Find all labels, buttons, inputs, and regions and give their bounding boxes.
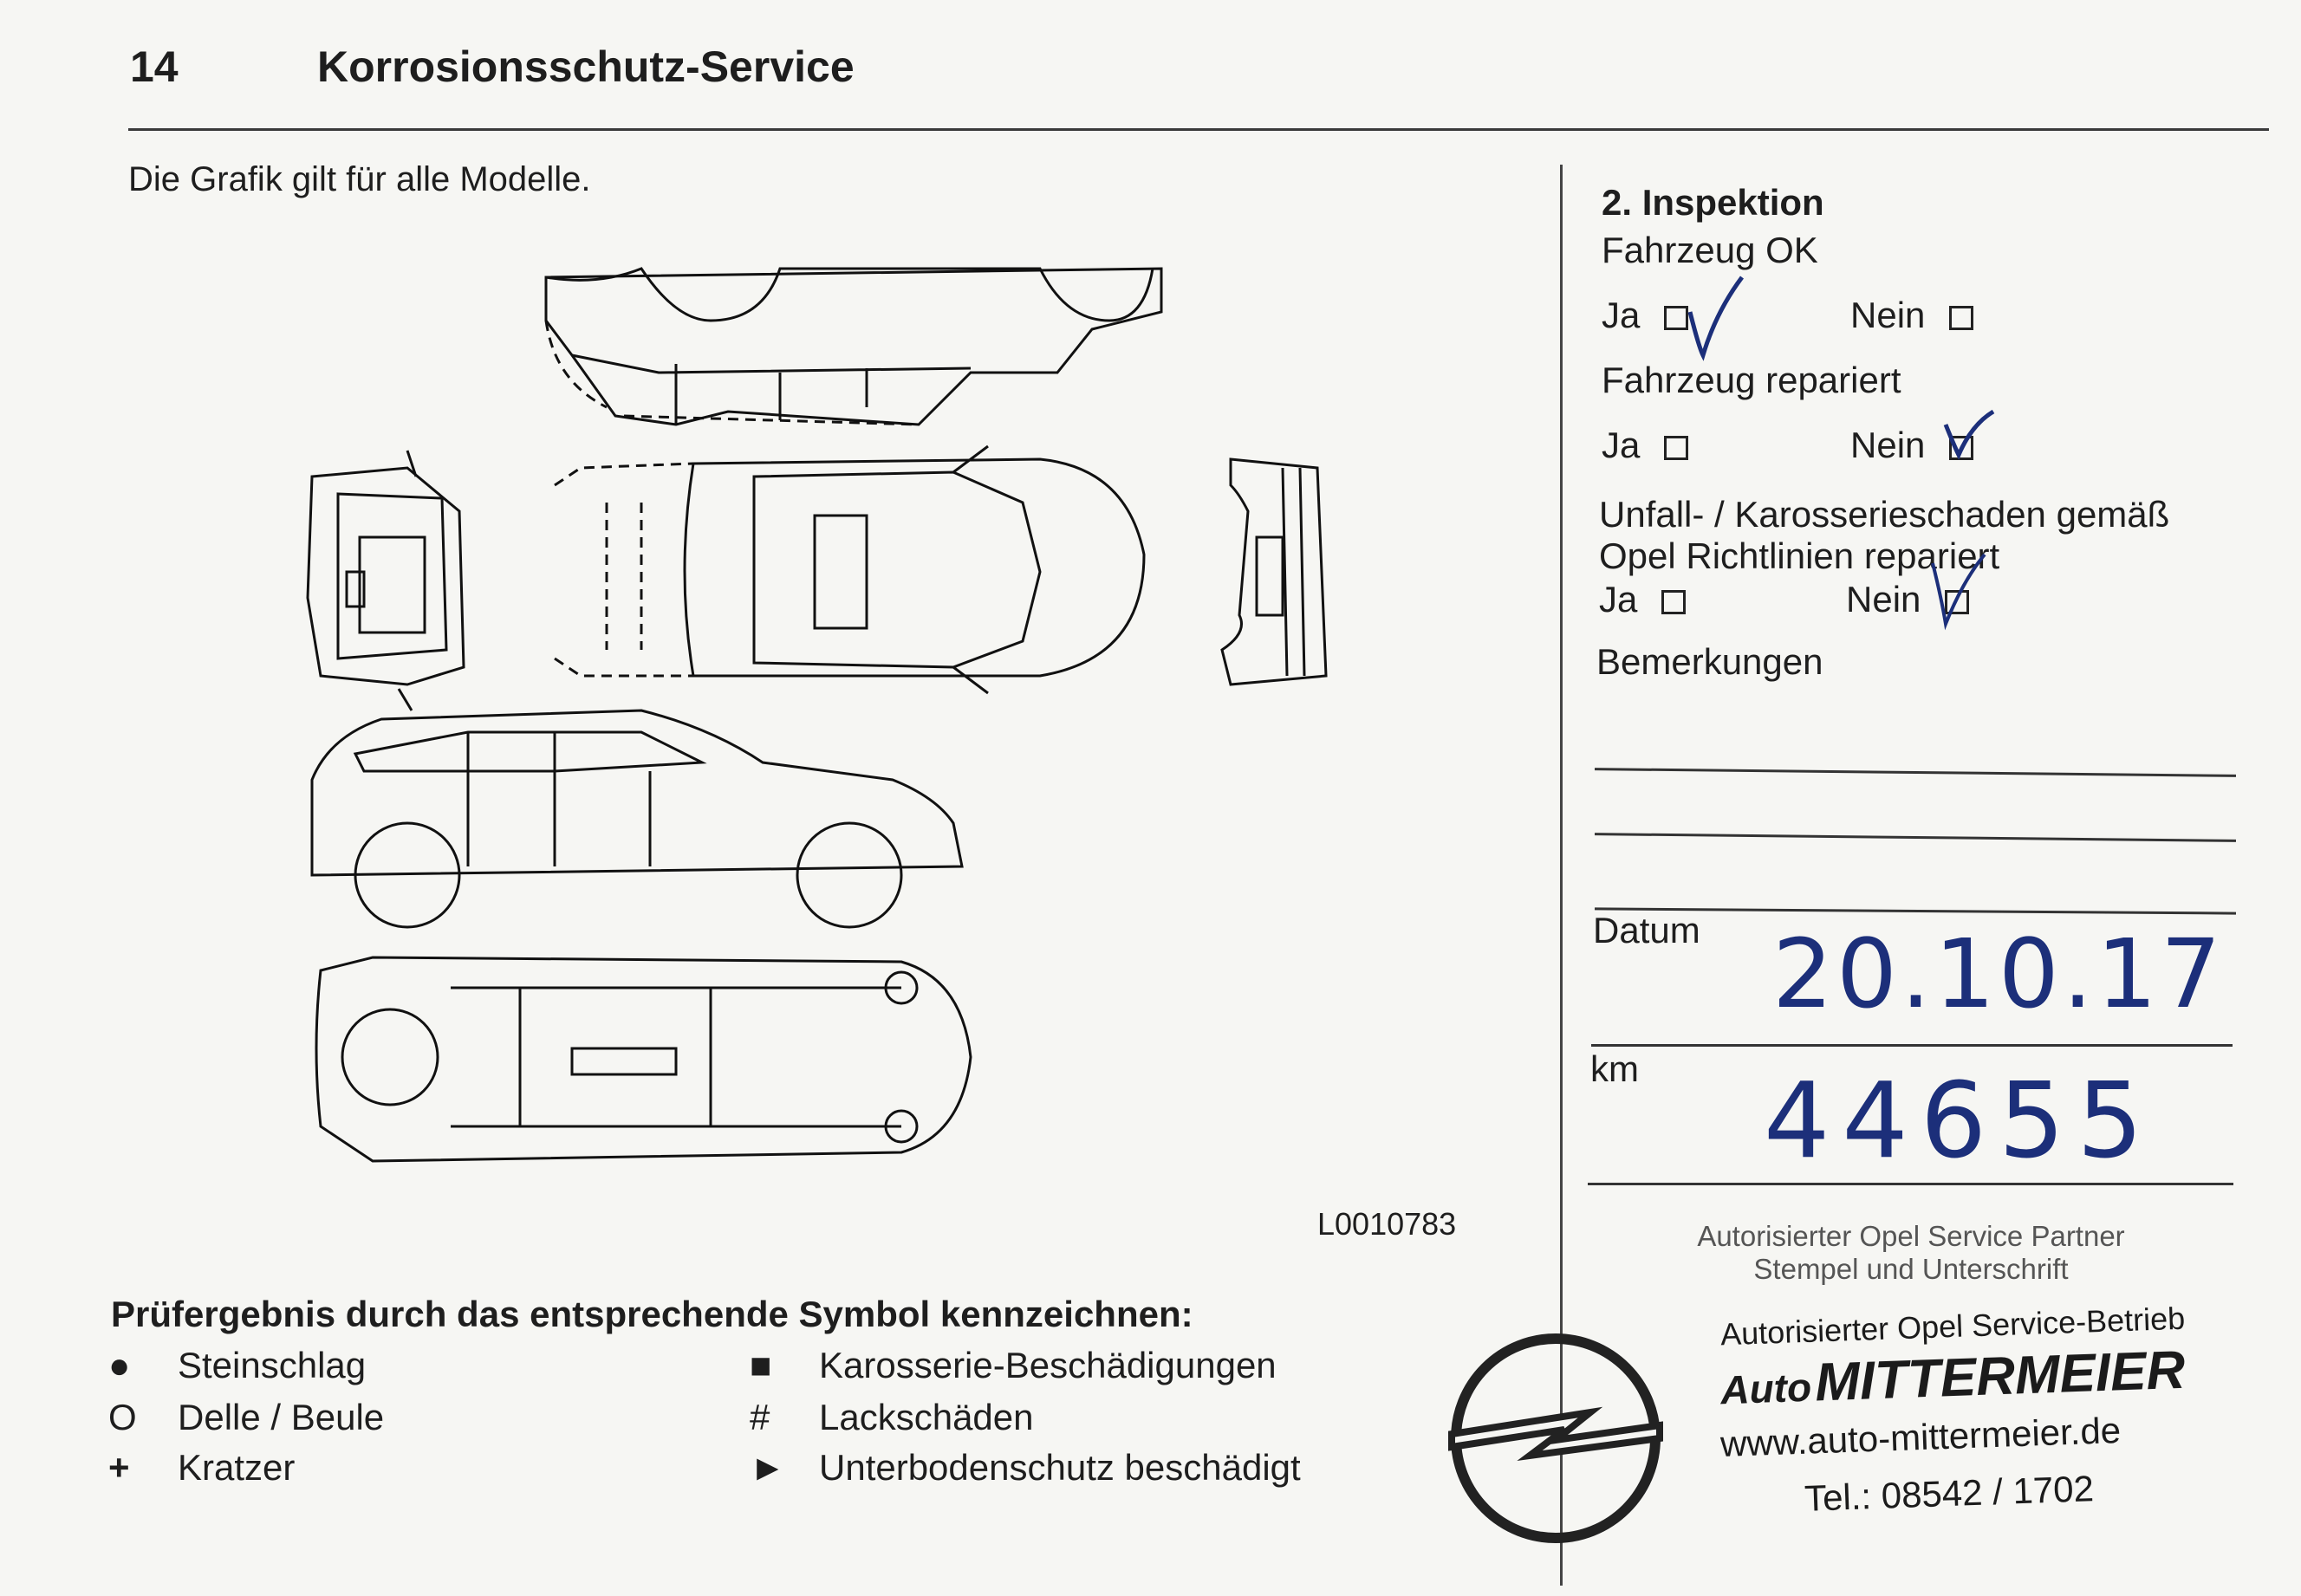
unterboden-symbol-icon: ►: [750, 1447, 786, 1488]
stamp-line-1: Autorisierter Opel Service-Betrieb: [1719, 1300, 2186, 1353]
question-accident-line1: Unfall- / Karosserieschaden gemäß: [1599, 494, 2170, 535]
stamp-website: www.auto-mittermeier.de: [1719, 1409, 2122, 1465]
car-diagram: [295, 251, 1352, 1204]
steinschlag-symbol-icon: ●: [108, 1345, 131, 1385]
legend-label: Unterbodenschutz beschädigt: [819, 1447, 1301, 1488]
opel-logo-icon: [1434, 1326, 1677, 1551]
partner-line-2: Stempel und Unterschrift: [1753, 1253, 2069, 1285]
legend-item: [108, 1397, 384, 1438]
stamp-brand: [1719, 1340, 2186, 1418]
legend-item: [750, 1397, 1034, 1438]
km-handwritten: 44655: [1764, 1061, 2155, 1182]
inspection-heading: 2. Inspektion: [1602, 182, 1824, 223]
date-line[interactable]: [1591, 1044, 2233, 1047]
q3-yes-label: Ja: [1599, 579, 1638, 620]
car-front-drawing: [1222, 459, 1326, 684]
legend-heading: Prüfergebnis durch das entsprechende Symbol kennzeichnen:: [111, 1294, 1193, 1334]
car-rear-drawing: [308, 451, 464, 710]
legend-item: [750, 1345, 1277, 1386]
q3-no-label: Nein: [1846, 579, 1921, 620]
partner-caption: [1681, 1220, 2141, 1286]
karosserie-symbol-icon: ■: [750, 1345, 772, 1385]
page-title: Korrosionsschutz-Service: [317, 42, 855, 91]
stamp-brand-name: MITTERMEIER: [1814, 1340, 2187, 1413]
legend-label: Karosserie-Beschädigungen: [819, 1345, 1277, 1385]
figure-code: L0010783: [1317, 1206, 1457, 1242]
car-side-inverted-drawing: [546, 269, 1161, 425]
date-handwritten: 20.10.17: [1772, 918, 2225, 1029]
km-label: km: [1590, 1048, 1639, 1089]
question-accident-line2: Opel Richtlinien repariert: [1599, 535, 2000, 576]
check-mark-icon: [1946, 412, 1993, 455]
km-line[interactable]: [1588, 1183, 2233, 1185]
legend-item: [108, 1345, 366, 1386]
remarks-line-2[interactable]: [1595, 833, 2236, 842]
question-vehicle-repaired: Fahrzeug repariert: [1602, 360, 1901, 400]
stamp-phone: Tel.: 08542 / 1702: [1804, 1468, 2095, 1519]
kratzer-symbol-icon: +: [108, 1447, 130, 1488]
legend-label: Delle / Beule: [178, 1397, 385, 1437]
legend-item: [750, 1447, 1301, 1489]
check-mark-icon: [1690, 277, 1742, 355]
check-mark-icon: [1933, 555, 1985, 624]
question-vehicle-ok: Fahrzeug OK: [1602, 230, 1818, 270]
q1-no-label: Nein: [1850, 295, 1926, 335]
car-top-drawing: [555, 446, 1144, 693]
stamp-brand-prefix: Auto: [1719, 1364, 1812, 1413]
header-rule: [128, 128, 2269, 131]
q2-no-label: Nein: [1850, 425, 1926, 465]
legend-label: Lackschäden: [819, 1397, 1034, 1437]
legend-item: [108, 1447, 295, 1489]
remarks-label: Bemerkungen: [1596, 641, 1823, 682]
intro-text: Die Grafik gilt für alle Modelle.: [128, 160, 591, 198]
car-underbody-drawing: [316, 957, 971, 1161]
date-label: Datum: [1593, 910, 1700, 950]
lack-symbol-icon: #: [750, 1397, 770, 1437]
q2-yes-label: Ja: [1602, 425, 1641, 465]
partner-line-1: Autorisierter Opel Service Partner: [1697, 1220, 2125, 1252]
delle-symbol-icon: O: [108, 1397, 137, 1437]
page-number: 14: [130, 42, 179, 91]
legend-label: Steinschlag: [178, 1345, 367, 1385]
q1-yes-label: Ja: [1602, 295, 1641, 335]
legend-label: Kratzer: [178, 1447, 296, 1488]
car-side-drawing: [312, 710, 962, 927]
handwritten-checkmarks: [1673, 260, 2037, 641]
remarks-line-1[interactable]: [1595, 768, 2236, 777]
